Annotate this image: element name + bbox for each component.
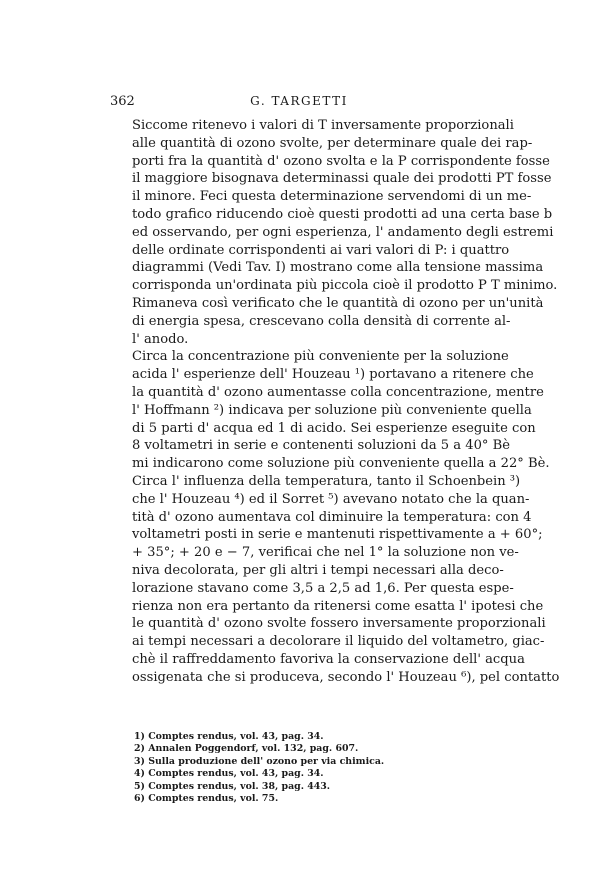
text-line: diagrammi (Vedi Tav. I) mostrano come alla tensione massima [132,260,544,276]
paragraph [110,473,560,687]
body-text [110,117,560,687]
footnote: 2) Annalen Poggendorf, vol. 132, pag. 607. [134,743,359,755]
text-line: mi indicarono come soluzione più conveniente quella a 22° Bè. [132,456,550,472]
text-line: todo grafico riducendo cioè questi prodotti ad una certa base b [132,206,553,222]
text-line: delle ordinate corrispondenti ai vari valori di P: i quattro [132,242,510,258]
paragraph [110,117,558,348]
text-line: alle quantità di ozono svolte, per determinare quale dei rap- [132,135,533,151]
text-line: lorazione stavano come 3,5 a 2,5 ad 1,6. Per questa espe- [132,580,514,596]
text-line: corrisponda un'ordinata più piccola cioè il prodotto P T minimo. [132,278,558,294]
text-line: chè il raffreddamento favoriva la conservazione dell' acqua [132,651,525,667]
paragraph [110,348,550,473]
text-line: tità d' ozono aumentava col diminuire la temperatura: con 4 [132,509,532,525]
text-line: acida l' esperienze dell' Houzeau ¹) portavano a ritenere che [132,367,534,383]
footnotes [134,731,464,805]
footnote: 4) Comptes rendus, vol. 43, pag. 34. [134,768,324,780]
text-line: Siccome ritenevo i valori di T inversamente proporzionali [132,118,514,133]
running-head: G. TARGETTI [250,94,348,108]
text-line: Circa l' influenza della temperatura, tanto il Schoenbein ³) [132,473,521,489]
text-line: + 35°; + 20 e − 7, verificai che nel 1° la soluzione non ve- [132,545,519,561]
text-line: il maggiore bisognava determinassi quale dei prodotti PT fosse [132,171,552,187]
text-line: Rimaneva così verificato che le quantità di ozono per un'unità [132,295,544,311]
text-line: ed osservando, per ogni esperienza, l' andamento degli estremi [132,224,554,240]
footnote: 6) Comptes rendus, vol. 75. [134,793,279,805]
text-line: niva decolorata, per gli altri i tempi necessari alla deco- [132,562,504,578]
page-header [110,94,488,114]
text-line: rienza non era pertanto da ritenersi come esatta l' ipotesi che [132,598,544,614]
text-line: l' Hoffmann ²) indicava per soluzione più conveniente quella [132,402,532,418]
text-line: 8 voltametri in serie e contenenti soluzioni da 5 a 40° Bè [132,438,510,454]
text-line: ai tempi necessari a decolorare il liquido del voltametro, giac- [132,634,545,650]
text-line: voltametri posti in serie e mantenuti rispettivamente a + 60°; [132,527,543,543]
text-line: porti fra la quantità d' ozono svolta e la P corrispondente fosse [132,153,550,169]
text-line: di 5 parti d' acqua ed 1 di acido. Sei esperienze eseguite con [132,420,536,436]
text-line: di energia spesa, crescevano colla densità di corrente al- [132,313,511,329]
text-line: che l' Houzeau ⁴) ed il Sorret ⁵) avevano notato che la quan- [132,491,530,507]
text-line: il minore. Feci questa determinazione servendomi di un me- [132,189,532,205]
footnote: 5) Comptes rendus, vol. 38, pag. 443. [134,780,331,792]
text-line: le quantità d' ozono svolte fossero inversamente proporzionali [132,616,546,632]
text-line: la quantità d' ozono aumentasse colla concentrazione, mentre [132,384,544,400]
page-number: 362 [110,94,135,109]
text-line: l' anodo. [132,331,189,347]
text-line: Circa la concentrazione più conveniente per la soluzione [132,349,509,365]
footnote: 3) Sulla produzione dell' ozono per via chimica. [134,755,385,767]
footnote: 1) Comptes rendus, vol. 43, pag. 34. [134,731,324,742]
text-line: ossigenata che si produceva, secondo l' Houzeau ⁶), pel contatto [132,669,560,685]
